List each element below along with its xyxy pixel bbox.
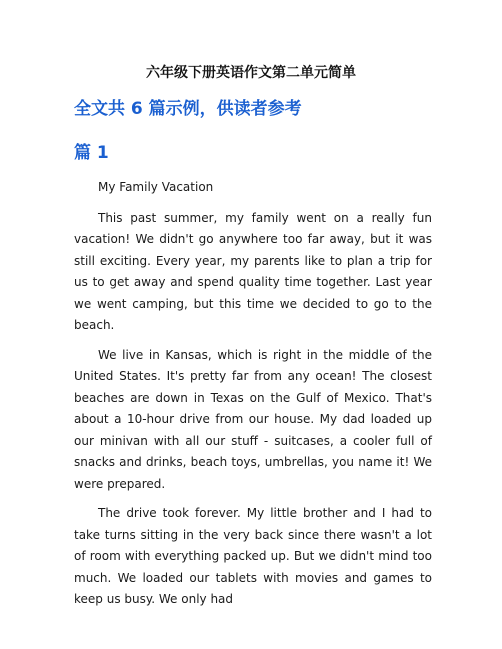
essay-title: My Family Vacation xyxy=(98,180,214,194)
chapter-heading: 篇 1 xyxy=(74,143,109,163)
essay-paragraph-2: We live in Kansas, which is right in the middle of the United States. It's pretty far from any ocean! The closest beaches are down in Texas on the Gulf of Mexico. That's about a 10-hour drive from our house. My dad loaded up our minivan with all our stuff - suitcases, a cooler full of snacks and drinks, beach toys, umbrellas, you name it! We were prepared. xyxy=(74,347,432,491)
document-title: 六年级下册英语作文第二单元简单 xyxy=(146,65,356,81)
essay-paragraph-1: This past summer, my family went on a really fun vacation! We didn't go anywhere too far away, but it was still exciting. Every year, my parents like to plan a trip for us to get away and spend quality time together. Last year we went camping, but this time we decided to go to the beach. xyxy=(74,210,432,332)
essay-body xyxy=(74,177,432,611)
document-summary: 全文共 6 篇示例，供读者参考 xyxy=(74,99,302,119)
essay-paragraph-3: The drive took forever. My little brother and I had to take turns sitting in the very back since there wasn't a lot of room with everything packed up. But we didn't mind too much. We loaded our tablets with movies and games to keep us busy. We only had xyxy=(74,506,432,606)
